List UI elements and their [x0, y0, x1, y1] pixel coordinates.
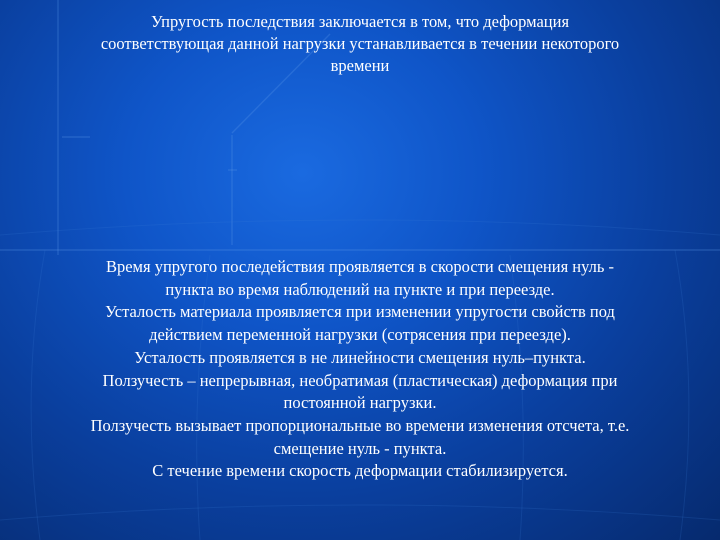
slide-title-line: соответствующая данной нагрузки устанавливается в течении некоторого: [100, 34, 620, 53]
slide-title-line: Упругость последствия заключается в том, что деформация: [150, 12, 570, 31]
body-line: Ползучесть – непрерывная, необратимая (пластическая) деформация при: [102, 370, 618, 390]
slide-title: [20, 11, 700, 77]
body-line: пункта во время наблюдений на пункте и при переезде.: [165, 279, 555, 299]
body-line: постоянной нагрузки.: [283, 393, 437, 413]
slide-body: [10, 256, 710, 483]
body-line: смещение нуль - пункта.: [273, 438, 447, 458]
body-line: С течение времени скорость деформации стабилизируется.: [152, 461, 568, 481]
body-line: Усталость проявляется в не линейности смещения нуль–пункта.: [134, 347, 586, 367]
slide-title-line: времени: [330, 56, 390, 75]
body-line: Ползучесть вызывает пропорциональные во времени изменения отсчета, т.е.: [90, 415, 630, 435]
body-line: Время упругого последействия проявляется в скорости смещения нуль -: [105, 257, 615, 276]
body-line: Усталость материала проявляется при изменении упругости свойств под: [105, 302, 615, 322]
body-line: действием переменной нагрузки (сотрясения при переезде).: [149, 325, 571, 345]
